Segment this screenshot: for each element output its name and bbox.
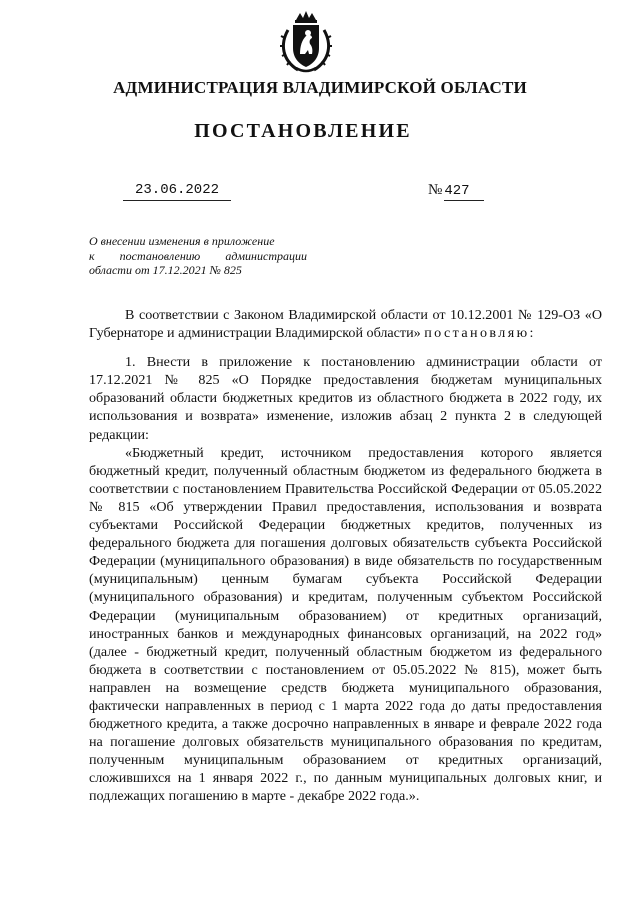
document-type-title: ПОСТАНОВЛЕНИЕ [194, 120, 412, 142]
intro-paragraph [89, 306, 602, 342]
subject-line: О внесении изменения в приложение [89, 234, 275, 248]
organization-title: АДМИНИСТРАЦИЯ ВЛАДИМИРСКОЙ ОБЛАСТИ [113, 78, 527, 97]
subject-line: области от 17.12.2021 № 825 [89, 263, 242, 277]
number-sign: № [428, 182, 443, 198]
paragraph-2: «Бюджетный кредит, источником предоставления которого является бюджетный кредит, полученный областным бюджетом из федерального бюджета в соответствии с постановлением Правительства Российской Федерации от 05.05.2022 № 815 «Об утверждении Правил предоставления, использования и возврата субъектами Российской Федерации бюджетных кредитов, полученных из федерального бюджета для погашения долговых обязательств субъекта Российской Федерации (муниципального образования) в виде обязательств по государственным (муниципальным) ценным бумагам субъекта Российской Федерации (муниципального образования) и кредитам, полученным субъектом Российской Федерации (муниципальным образованием) от кредитных организаций, иностранных банков и международных финансовых организаций, на 2022 год» (далее - бюджетный кредит, полученный областным бюджетом из федерального бюджета в соответствии с постановлением от 05.05.2022 № 815), может быть направлен на возмещение средств бюджета муниципального образования, фактически направленных в период с 1 марта 2022 года до даты предоставления бюджетного кредита, а также досрочно направленных в январе и феврале 2022 года на погашение долговых обязательств муниципального образования по кредитам, полученным муниципальным образованием от кредитных организаций, сложившихся на 1 января 2022 г., по данным муниципальных долговых книг, и подлежащих погашению в марте - декабре 2022 года.». [89, 444, 602, 805]
document-number: 427 [444, 183, 484, 201]
paragraph-1: 1. Внести в приложение к постановлению администрации области от 17.12.2021 № 825 «О Порядке предоставления бюджетам муниципальных образований области бюджетных кредитов из областного бюджета в 2022 году, их использования и возврата» изменение, изложив абзац 2 пункта 2 в следующей редакции: [89, 354, 602, 443]
decree-word: постановляю: [424, 325, 536, 342]
document-body [89, 306, 602, 806]
coat-of-arms-icon [278, 10, 334, 76]
subject-line: к постановлению администрации [89, 248, 307, 263]
intro-text: В соответствии с Законом Владимирской области от 10.12.2001 № 129-ОЗ «О Губернаторе и администрации Владимирской области» [89, 307, 602, 342]
document-subject [89, 234, 307, 278]
document-date: 23.06.2022 [123, 182, 231, 201]
document-number-field [428, 182, 484, 201]
